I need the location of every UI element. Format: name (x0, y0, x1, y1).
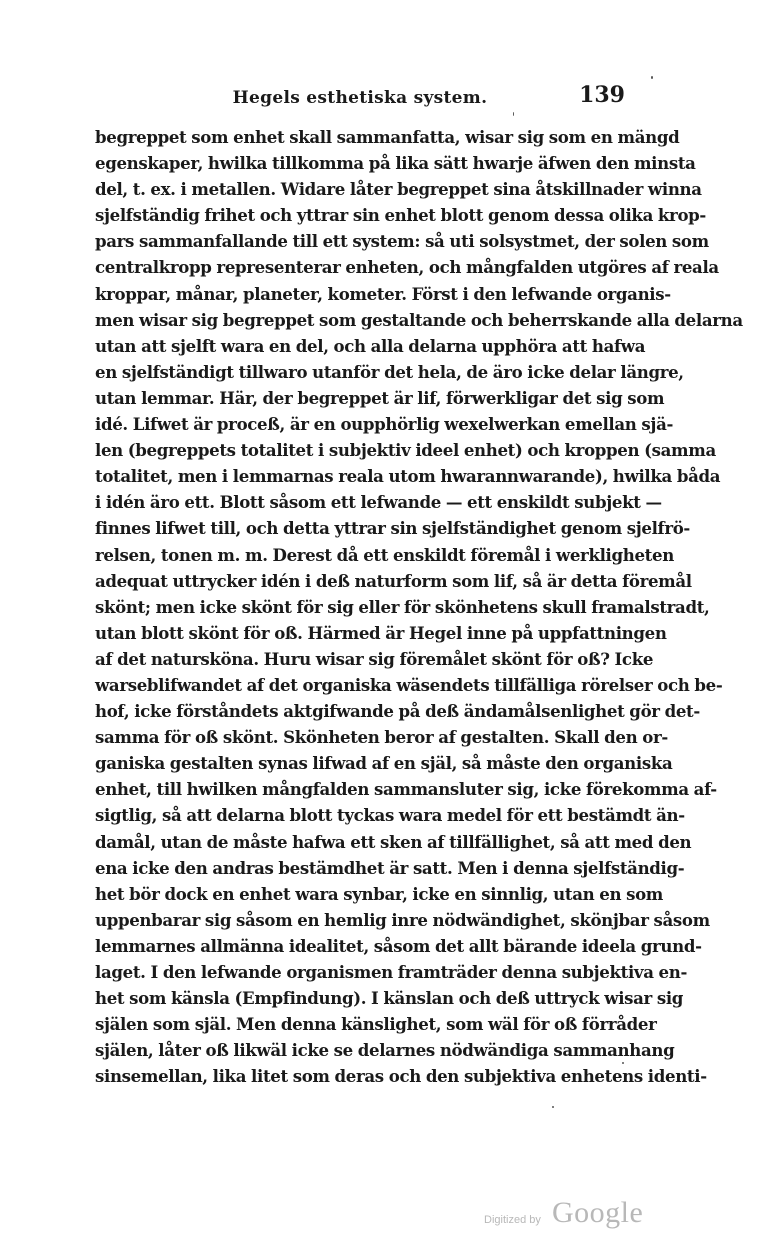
text-line: själen som själ. Men denna känslighet, som wäl för oß förråder (95, 1014, 657, 1035)
text-line: totalitet, men i lemmarnas reala utom hwarannwarande), hwilka båda (95, 466, 721, 487)
text-line: samma för oß skönt. Skönheten beror af gestalten. Skall den or- (95, 727, 668, 748)
text-line: pars sammanfallande till ett system: så uti solsystmet, der solen som (95, 231, 709, 252)
text-line: lemmarnes allmänna idealitet, såsom det allt bärande ideela grund- (95, 935, 702, 956)
text-line: het bör dock en enhet wara synbar, icke en sinnlig, utan en som (95, 883, 664, 904)
watermark-prefix: Digitized by (484, 1214, 541, 1226)
text-line: en sjelfständigt tillwaro utanför det hela, de äro icke delar längre, (95, 361, 684, 382)
text-line: utan lemmar. Här, der begreppet är lif, förwerkligar det sig som (95, 387, 665, 408)
text-line: sjelfständig frihet och yttrar sin enhet blott genom dessa olika krop- (95, 205, 706, 226)
text-line: kroppar, månar, planeter, kometer. Först i den lefwande organis- (95, 283, 671, 304)
text-line: begreppet som enhet skall sammanfatta, wisar sig som en mängd (95, 127, 680, 147)
text-line: uppenbarar sig såsom en hemlig inre nödwändighet, skönjbar såsom (95, 909, 710, 930)
text-line: het som känsla (Empfindung). I känslan och deß uttryck wisar sig (95, 988, 684, 1009)
print-speck (622, 1062, 624, 1064)
print-speck (552, 1106, 554, 1108)
text-line: hof, icke förståndets aktgifwande på deß ändamålsenlighet gör det- (95, 701, 700, 722)
text-line: warseblifwandet af det organiska wäsendets tillfälliga rörelser och be- (95, 674, 723, 695)
text-line: sigtlig, så att delarna blott tyckas wara medel för ett bestämdt än- (95, 805, 685, 826)
google-logo: Google (552, 1196, 644, 1229)
running-title: Hegels esthetiska system. (232, 88, 488, 108)
text-line: len (begreppets totalitet i subjektiv ideel enhet) och kroppen (samma (95, 440, 716, 461)
text-line: enhet, till hwilken mångfalden sammansluter sig, icke förekomma af- (95, 779, 717, 800)
text-line: adequat uttrycker idén i deß naturform som lif, så är detta föremål (95, 570, 692, 591)
text-line: del, t. ex. i metallen. Widare låter begreppet sina åtskillnader winna (95, 179, 702, 200)
body-text (95, 124, 743, 1089)
text-line: ganiska gestalten synas lifwad af en själ, så måste den organiska (95, 753, 673, 774)
print-speck (651, 76, 653, 79)
text-line: relsen, tonen m. m. Derest då ett enskildt föremål i werkligheten (95, 544, 674, 565)
text-line: idé. Lifwet är proceß, är en oupphörlig wexelwerkan emellan sjä- (95, 414, 674, 435)
running-head (95, 82, 625, 112)
digitization-watermark (484, 1196, 654, 1236)
text-line: laget. I den lefwande organismen framträder denna subjektiva en- (95, 962, 688, 982)
print-speck (513, 112, 514, 116)
text-line: egenskaper, hwilka tillkomma på lika sätt hwarje äfwen den minsta (95, 153, 696, 174)
text-line: af det natursköna. Huru wisar sig föremålet skönt för oß? Icke (95, 648, 654, 669)
text-line: i idén äro ett. Blott såsom ett lefwande — ett enskildt subjekt — (95, 492, 662, 513)
text-line: sinsemellan, lika litet som deras och den subjektiva enhetens identi- (95, 1066, 707, 1087)
text-line: men wisar sig begreppet som gestaltande och beherrskande alla delarna (95, 309, 743, 330)
text-line: utan blott skönt för oß. Härmed är Hegel inne på uppfattningen (95, 622, 667, 643)
text-line: ena icke den andras bestämdhet är satt. Men i denna sjelfständig- (95, 857, 685, 878)
text-line: själen, låter oß likwäl icke se delarnes nödwändiga sammanhang (95, 1040, 675, 1061)
text-line: centralkropp representerar enheten, och mångfalden utgöres af reala (95, 257, 719, 278)
text-line: damål, utan de måste hafwa ett sken af tillfällighet, så att med den (95, 831, 692, 852)
page-number: 139 (579, 82, 625, 108)
text-line: finnes lifwet till, och detta yttrar sin sjelfständighet genom sjelfrö- (95, 518, 690, 539)
text-line: utan att sjelft wara en del, och alla delarna upphöra att hafwa (95, 335, 646, 356)
text-line: skönt; men icke skönt för sig eller för skönhetens skull framalstradt, (95, 596, 710, 617)
